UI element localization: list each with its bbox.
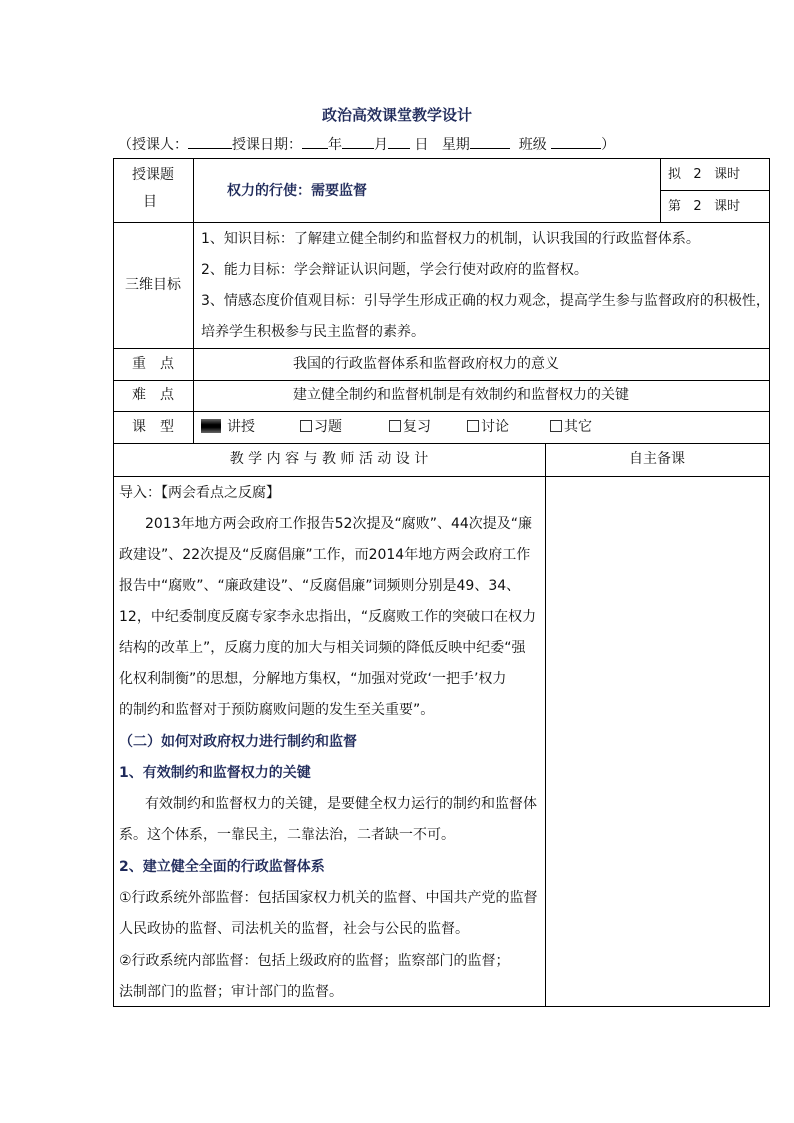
- info-year: 年: [328, 137, 342, 153]
- planned-hours: 拟 2 课时: [668, 167, 741, 182]
- document-title: 政治高效课堂教学设计: [321, 106, 472, 124]
- goal-attitude-cont: 培养学生积极参与民主监督的素养。: [201, 324, 425, 340]
- info-class: 班级: [518, 137, 547, 153]
- topic-value: 权力的行使：需要监督: [227, 183, 367, 199]
- goal-ability: 2、能力目标：学会辩证认识问题，学会行使对政府的监督权。: [201, 262, 588, 278]
- external-supervision-line: 人民政协的监督、司法机关的监督，社会与公民的监督。: [119, 921, 469, 937]
- info-day: 日: [414, 137, 429, 153]
- key-paragraph-line: 系。这个体系，一靠民主，二靠法治，二者缺一不可。: [119, 827, 455, 843]
- lesson-order: 第 2 课时: [668, 199, 741, 214]
- key-point-label: 重 点: [132, 356, 174, 372]
- content-header: 教 学 内 容 与 教 师 活 动 设 计: [229, 451, 429, 467]
- info-month: 月: [374, 137, 388, 153]
- subsection-heading: 2、建立健全全面的行政监督体系: [119, 859, 325, 875]
- lesson-type-review[interactable]: 复习: [389, 412, 431, 443]
- external-supervision-line: ①行政系统外部监督：包括国家权力机关的监督、中国共产党的监督: [119, 890, 538, 906]
- topic-label: 授课题 目: [132, 167, 174, 210]
- intro-paragraph-line: 化权利制衡”的思想，分解地方集权，“加强对党政‘一把手’权力: [119, 671, 507, 687]
- lesson-type-label: 课 型: [132, 419, 174, 435]
- lesson-info-line: [118, 134, 615, 154]
- lesson-type-exercise[interactable]: 习题: [300, 412, 342, 443]
- checkbox-exercise[interactable]: [300, 420, 312, 432]
- info-open: （授课人：: [118, 137, 188, 153]
- key-paragraph-line: 有效制约和监督权力的关键，是要健全权力运行的制约和监督体: [145, 796, 537, 812]
- day-blank[interactable]: [388, 134, 410, 149]
- info-week: 星期: [441, 137, 470, 153]
- difficulty-label: 难 点: [132, 387, 174, 403]
- internal-supervision-line: 法制部门的监督；审计部门的监督。: [119, 984, 343, 1000]
- section-heading: （二）如何对政府权力进行制约和监督: [119, 734, 357, 750]
- checkbox-review[interactable]: [389, 420, 401, 432]
- checkbox-other[interactable]: [550, 420, 562, 432]
- lesson-type-other[interactable]: 其它: [550, 412, 592, 443]
- lesson-type-discussion[interactable]: 讨论: [467, 412, 509, 443]
- goal-attitude: 3、情感态度价值观目标：引导学生形成正确的权力观念，提高学生参与监督政府的积极性，: [201, 293, 770, 309]
- info-close: ）: [601, 137, 616, 153]
- internal-supervision-line: ②行政系统内部监督：包括上级政府的监督；监察部门的监督；: [119, 953, 510, 969]
- info-date-label: 授课日期：: [232, 137, 302, 153]
- month-blank[interactable]: [342, 134, 374, 149]
- intro-paragraph-line: 的制约和监督对于预防腐败问题的发生至关重要”。: [119, 702, 435, 718]
- goals-label: 三维目标: [125, 277, 181, 293]
- intro-paragraph-line: 2013年地方两会政府工作报告52次提及“腐败”、44次提及“廉: [145, 516, 533, 532]
- checkbox-discussion[interactable]: [467, 420, 479, 432]
- intro-paragraph-line: 12，中纪委制度反腐专家李永忠指出，“反腐败工作的突破口在权力: [119, 609, 537, 625]
- intro-paragraph-line: 结构的改革上”，反腐力度的加大与相关词频的降低反映中纪委“强: [119, 640, 526, 656]
- subsection-heading: 1、有效制约和监督权力的关键: [119, 765, 311, 781]
- notes-header: 自主备课: [629, 451, 685, 467]
- difficulty-value: 建立健全制约和监督机制是有效制约和监督权力的关键: [293, 387, 629, 403]
- week-blank[interactable]: [470, 134, 510, 149]
- intro-paragraph-line: 政建设”、22次提及“反腐倡廉”工作，而2014年地方两会政府工作: [119, 547, 531, 563]
- goal-knowledge: 1、知识目标：了解建立健全制约和监督权力的机制，认识我国的行政监督体系。: [201, 231, 700, 247]
- class-blank[interactable]: [551, 134, 601, 149]
- lesson-type-lecture[interactable]: 讲授: [201, 412, 255, 443]
- year-blank[interactable]: [302, 134, 328, 149]
- self-notes-area[interactable]: [546, 477, 769, 1006]
- teacher-blank[interactable]: [188, 134, 232, 149]
- intro-paragraph-line: 报告中“腐败”、“廉政建设”、“反腐倡廉”词频则分别是49、34、: [119, 578, 521, 594]
- lecture-media-icon: [201, 419, 221, 433]
- key-point-value: 我国的行政监督体系和监督政府权力的意义: [293, 356, 559, 372]
- intro-heading: 导入：【两会看点之反腐】: [119, 485, 280, 501]
